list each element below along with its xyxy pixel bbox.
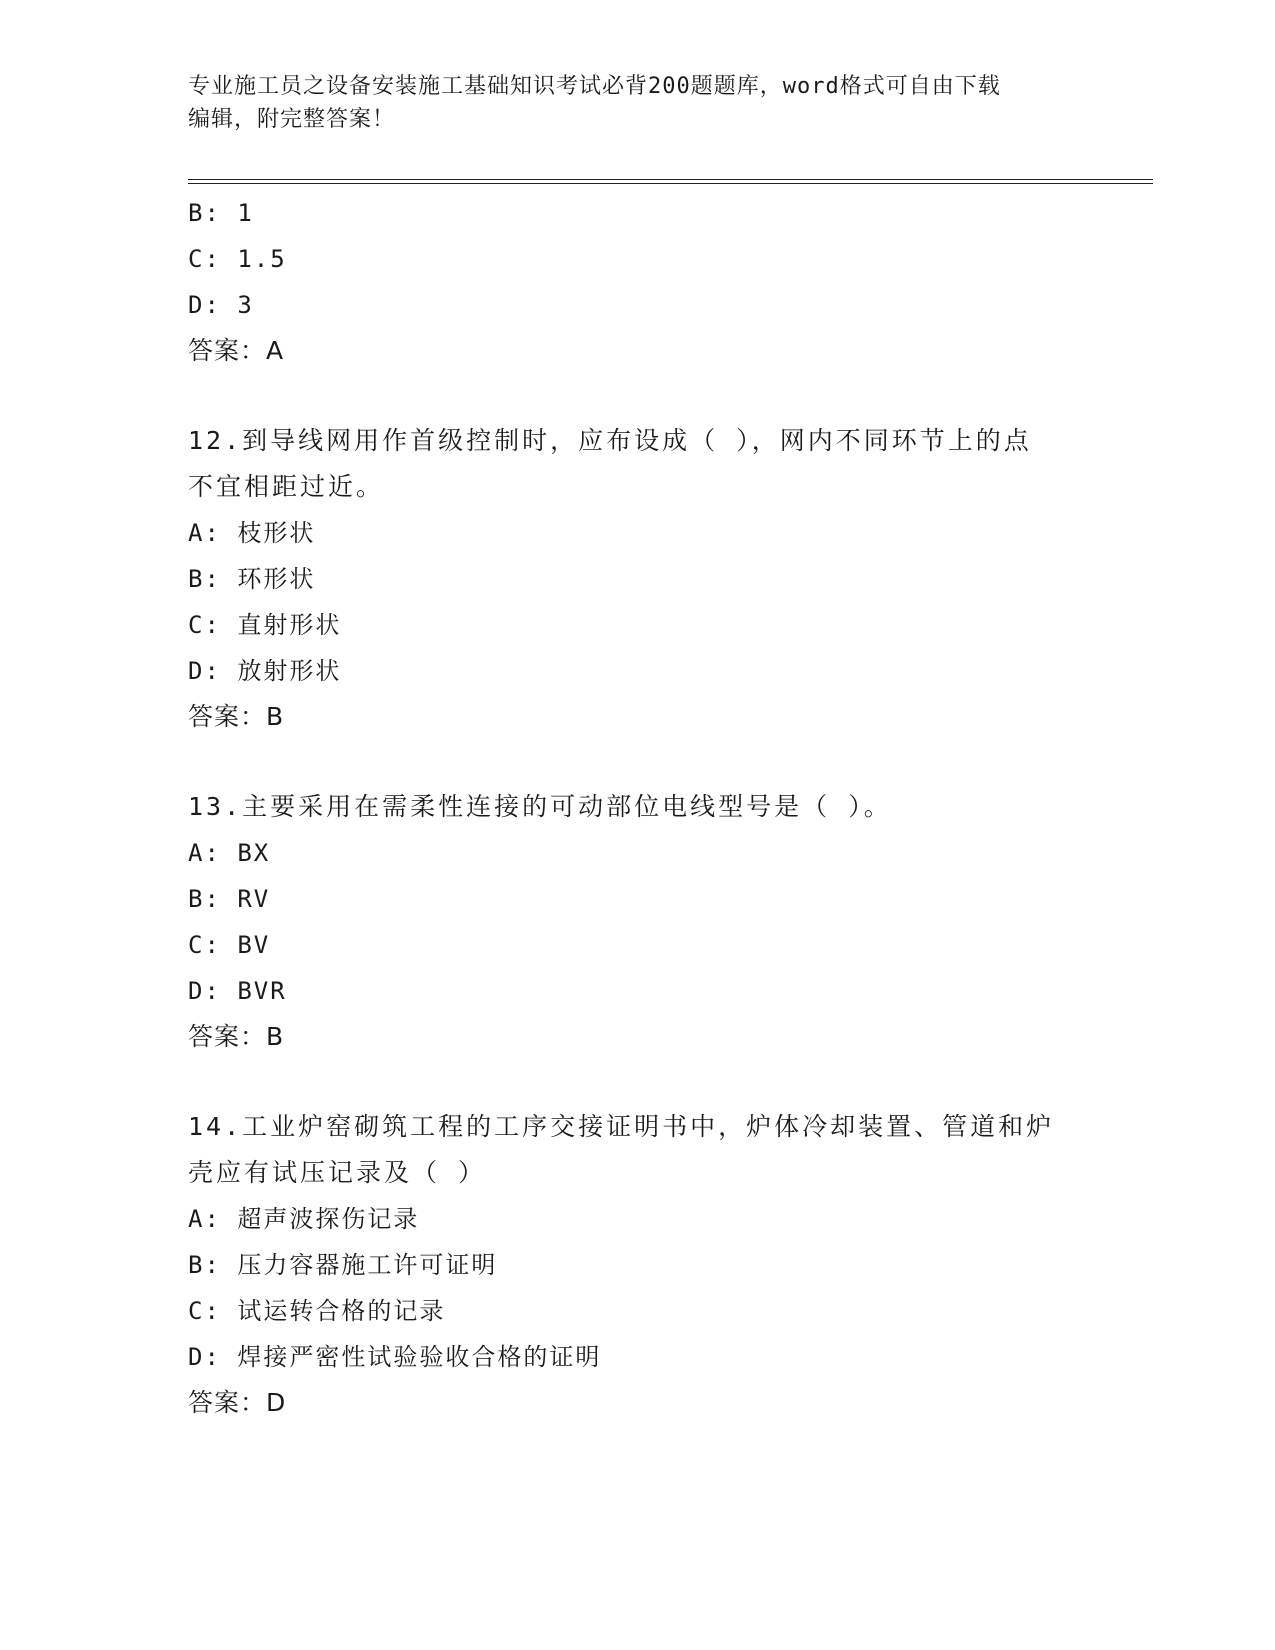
option-c: C: 试运转合格的记录: [188, 1297, 446, 1325]
option-a: A: 超声波探伤记录: [188, 1205, 420, 1233]
question-text-line-2: 壳应有试压记录及（ ）: [188, 1158, 487, 1187]
question-text-line-2: 不宜相距过近。: [188, 472, 385, 501]
question-13: [188, 784, 1088, 1060]
document-header: [188, 70, 1088, 136]
option-c: C: 直射形状: [188, 611, 342, 639]
option-d: D: 焊接严密性试验验收合格的证明: [188, 1343, 602, 1371]
header-divider-top: [188, 179, 1153, 180]
question-text: [188, 1104, 1068, 1196]
answer-line: 答案：B: [188, 702, 285, 731]
question-text: [188, 418, 1068, 510]
option-b: B: RV: [188, 885, 271, 913]
option-d: D: 放射形状: [188, 657, 342, 685]
option-b: B: 1: [188, 199, 254, 227]
answer-line: 答案：A: [188, 336, 285, 365]
question-list: [188, 190, 1088, 1426]
question-continued: [188, 190, 1088, 374]
question-text-line-1: 12.到导线网用作首级控制时，应布设成（ ），网内不同环节上的点: [188, 426, 1032, 455]
option-b: B: 压力容器施工许可证明: [188, 1251, 498, 1279]
option-b: B: 环形状: [188, 565, 316, 593]
option-c: C: BV: [188, 931, 271, 959]
question-text-line-1: 13.主要采用在需柔性连接的可动部位电线型号是（ ）。: [188, 792, 892, 821]
question-text-line-1: 14.工业炉窑砌筑工程的工序交接证明书中，炉体冷却装置、管道和炉: [188, 1112, 1055, 1141]
header-title-line-2: 编辑，附完整答案！: [188, 107, 396, 132]
answer-line: 答案：D: [188, 1388, 287, 1417]
header-divider-bottom: [188, 183, 1153, 184]
answer-line: 答案：B: [188, 1022, 285, 1051]
question-14: [188, 1104, 1088, 1426]
option-d: D: BVR: [188, 977, 287, 1005]
question-12: [188, 418, 1088, 740]
option-a: A: BX: [188, 839, 271, 867]
option-c: C: 1.5: [188, 245, 287, 273]
question-text: [188, 784, 1068, 830]
option-d: D: 3: [188, 291, 254, 319]
option-a: A: 枝形状: [188, 519, 316, 547]
header-title-line-1: 专业施工员之设备安装施工基础知识考试必背200题题库，word格式可自由下载: [188, 74, 1001, 99]
